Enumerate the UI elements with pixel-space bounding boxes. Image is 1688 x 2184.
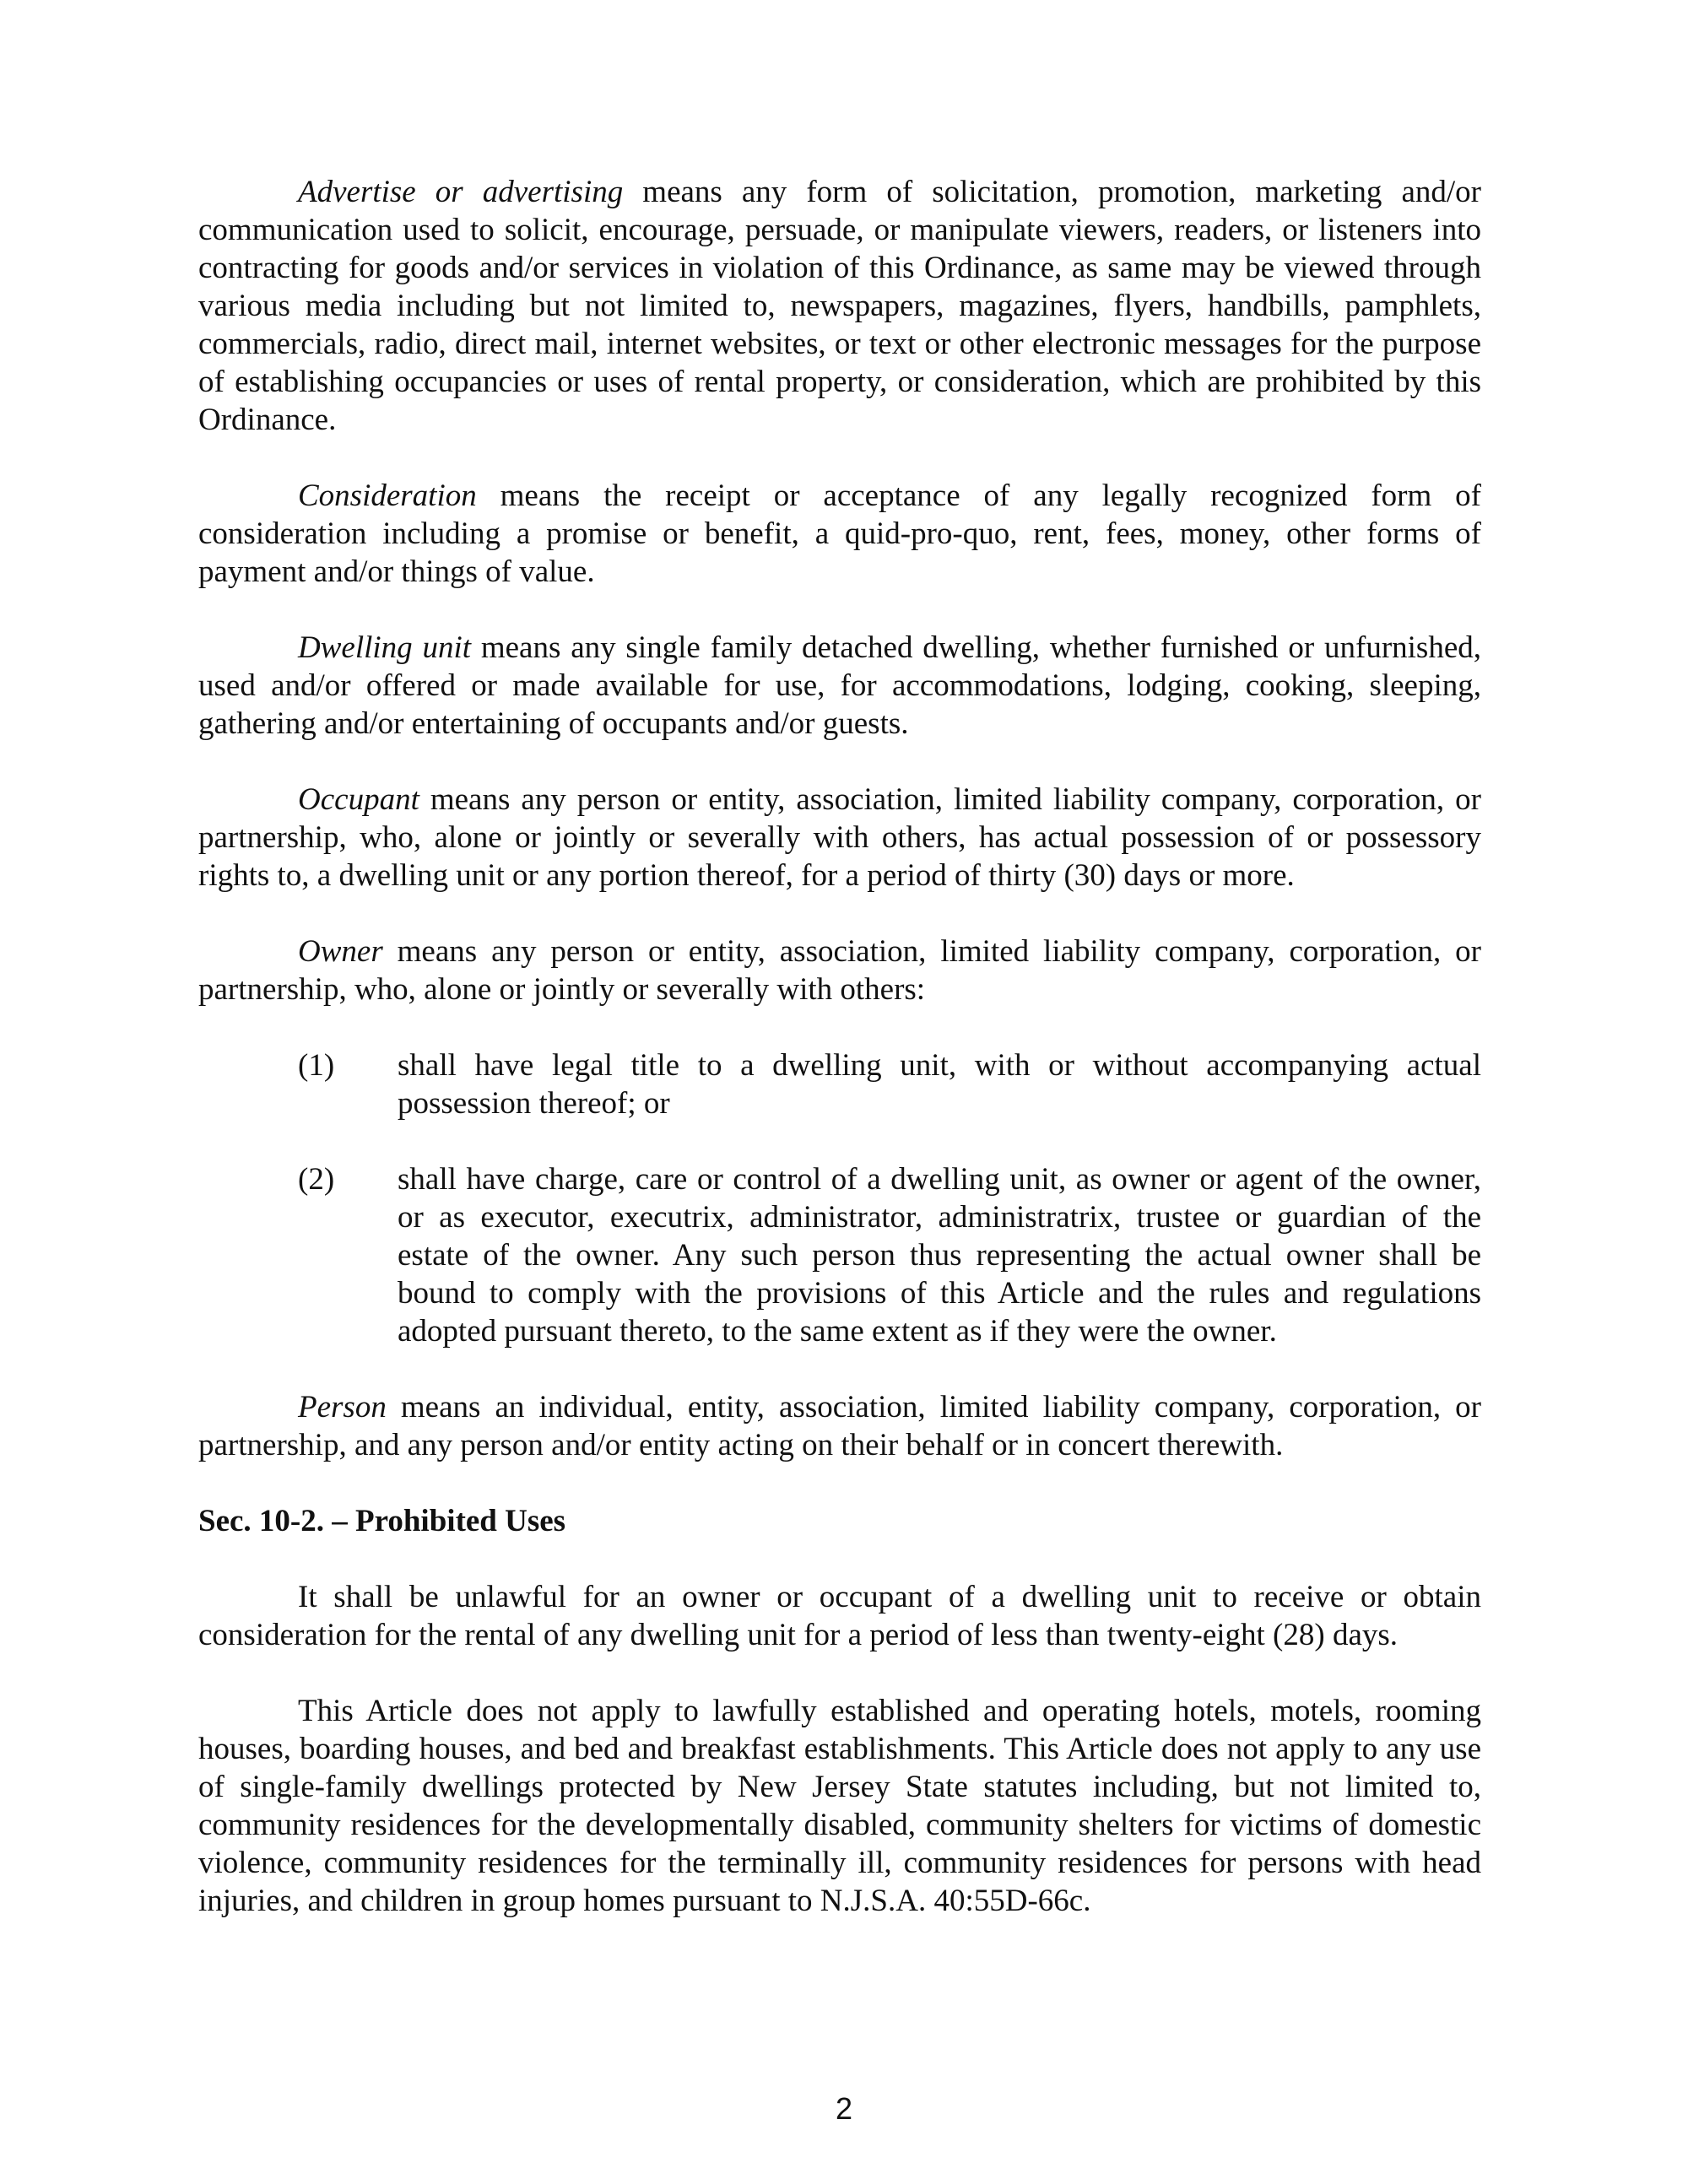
owner-list-item xyxy=(198,1046,1481,1122)
definition-consideration xyxy=(198,477,1481,591)
definition-term: Dwelling unit xyxy=(298,630,472,665)
owner-list-item xyxy=(198,1160,1481,1350)
list-number: (1) xyxy=(298,1048,335,1083)
definition-text: means any person or entity, association, limited liability company, corporation, or partnership, who, alone or jointly or severally with others: xyxy=(198,934,1481,1007)
page-number: 2 xyxy=(835,2091,853,2126)
definition-owner xyxy=(198,933,1481,1008)
definition-text: means an individual, entity, association, limited liability company, corporation, or partnership, and any person and/or entity acting on their behalf or in concert therewith. xyxy=(198,1390,1481,1462)
definition-term: Occupant xyxy=(298,782,419,817)
document-page xyxy=(198,173,1481,1958)
definition-advertising xyxy=(198,173,1481,439)
definition-text: means the receipt or acceptance of any legally recognized form of consideration including a promise or benefit, a quid-pro-quo, rent, fees, money, other forms of payment and/or things of value. xyxy=(198,478,1481,589)
list-number: (2) xyxy=(298,1162,335,1197)
definition-person xyxy=(198,1388,1481,1464)
definition-term: Advertise or advertising xyxy=(298,175,624,209)
section-paragraph: It shall be unlawful for an owner or occupant of a dwelling unit to receive or obtain consideration for the rental of any dwelling unit for a period of less than twenty-eight (28) days. xyxy=(198,1580,1481,1652)
list-text: shall have legal title to a dwelling unit, with or without accompanying actual possession thereof; or xyxy=(398,1048,1481,1121)
definition-term: Consideration xyxy=(298,478,477,513)
section-paragraph: This Article does not apply to lawfully established and operating hotels, motels, rooming houses, boarding houses, and bed and breakfast establishments. This Article does not apply to any use of single-family dwellings protected by New Jersey State statutes including, but not limited to, community residences for the developmentally disabled, community shelters for victims of domestic violence, community residences for the terminally ill, community residences for persons with head injuries, and children in group homes pursuant to N.J.S.A. 40:55D-66c. xyxy=(198,1694,1481,1918)
definition-term: Owner xyxy=(298,934,383,969)
list-text: shall have charge, care or control of a dwelling unit, as owner or agent of the owner, or as executor, executrix, administrator, administratrix, trustee or guardian of the estate of the owner. Any such person thus representing the actual owner shall be bound to comply with the provisions of this Article and the rules and regulations adopted pursuant thereto, to the same extent as if they were the owner. xyxy=(398,1162,1481,1349)
definition-text: means any form of solicitation, promotion, marketing and/or communication used to solicit, encourage, persuade, or manipulate viewers, readers, or listeners into contracting for goods and/or services in violation of this Ordinance, as same may be viewed through various media including but not limited to, newspapers, magazines, flyers, handbills, pamphlets, commercials, radio, direct mail, internet websites, or text or other electronic messages for the purpose of establishing occupancies or uses of rental property, or consideration, which are prohibited by this Ordinance. xyxy=(198,175,1481,437)
definition-text: means any single family detached dwelling, whether furnished or unfurnished, used and/or offered or made available for use, for accommodations, lodging, cooking, sleeping, gathering and/or entertaining of occupants and/or guests. xyxy=(198,630,1481,741)
definition-text: means any person or entity, association, limited liability company, corporation, or partnership, who, alone or jointly or severally with others, has actual possession of or possessory rights to, a dwelling unit or any portion thereof, for a period of thirty (30) days or more. xyxy=(198,782,1481,893)
definition-dwelling-unit xyxy=(198,629,1481,743)
definition-occupant xyxy=(198,781,1481,895)
section-heading: Sec. 10-2. – Prohibited Uses xyxy=(198,1504,566,1538)
definition-term: Person xyxy=(298,1390,387,1424)
